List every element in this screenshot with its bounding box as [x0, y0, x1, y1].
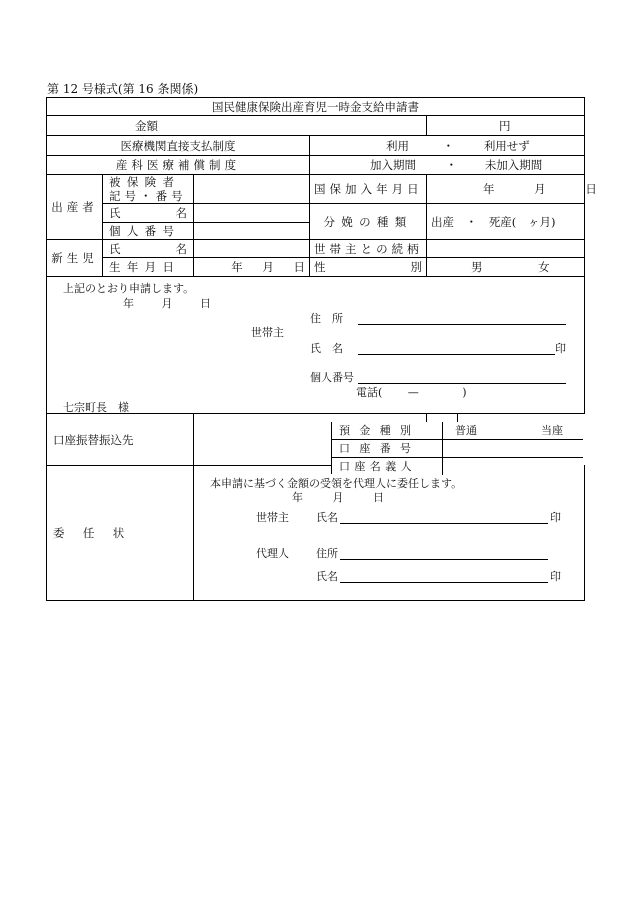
- insured-number-label: [103, 175, 194, 204]
- relation-label: 世帯主との続柄: [310, 240, 427, 258]
- join-date-input[interactable]: 年 月 日: [427, 175, 585, 204]
- householder-label: 世帯主: [251, 326, 284, 339]
- option-joined[interactable]: 加入期間: [370, 158, 416, 172]
- deposit-current[interactable]: 当座: [541, 424, 563, 437]
- newborn-dob-label: 生年月日: [103, 258, 194, 277]
- proxy-name-label: 氏名: [316, 511, 338, 524]
- proxy-agent-label: 代理人: [256, 547, 289, 560]
- agent-address-line[interactable]: [340, 559, 548, 560]
- option-no-use[interactable]: 利用せず: [483, 138, 530, 153]
- proxy-label: 委任状: [47, 466, 194, 601]
- mother-personal-no-input[interactable]: [194, 223, 310, 240]
- relation-input[interactable]: [427, 240, 585, 258]
- mother-name-label: 氏 名: [103, 204, 194, 223]
- mother-name-row: [47, 204, 585, 223]
- personal-no-label: 個人番号: [310, 371, 354, 384]
- obstetric-options[interactable]: 加入期間 ・ 未加入期間: [310, 156, 585, 175]
- seal-mark: 印: [555, 342, 566, 355]
- yen-unit: 円: [499, 118, 511, 133]
- deposit-type-label: 預金種別: [339, 424, 421, 437]
- sex-female[interactable]: 女: [538, 260, 550, 274]
- sex-male[interactable]: 男: [471, 260, 483, 274]
- proxy-row: [47, 466, 585, 601]
- newborn-dob-row: [47, 258, 585, 277]
- account-number-label: 口座番号: [339, 442, 421, 455]
- proxy-seal: 印: [550, 511, 561, 524]
- account-holder-label: 口座名義人: [339, 460, 416, 473]
- sex-label: 性 別: [310, 258, 427, 277]
- agent-name-label: 氏名: [316, 570, 338, 583]
- newborn-dob-input[interactable]: 年 月 日: [194, 258, 310, 277]
- proxy-date[interactable]: 年 月 日: [292, 491, 384, 504]
- mother-name-input[interactable]: [194, 204, 310, 223]
- bank-label: 口座振替振込先: [47, 414, 194, 466]
- name-line[interactable]: [358, 354, 555, 355]
- newborn-name-row: [47, 240, 585, 258]
- agent-address-label: 住所: [316, 547, 338, 560]
- insured-label-line1: 被保険者: [109, 175, 181, 189]
- obstetric-row: [47, 156, 585, 175]
- delivery-type-options[interactable]: 出産 ・ 死産( ヶ月): [427, 204, 585, 240]
- account-holder-input[interactable]: [443, 458, 583, 474]
- newborn-name-input[interactable]: [194, 240, 310, 258]
- amount-label: 金額: [47, 116, 427, 136]
- obstetric-label: 産科医療補償制度: [47, 156, 310, 175]
- name-label: 氏 名: [310, 342, 343, 355]
- address-label: 住 所: [310, 312, 343, 325]
- application-statement: 上記のとおり申請します。: [63, 282, 195, 295]
- mother-personal-no-label: 個人番号: [103, 223, 194, 240]
- option-not-joined[interactable]: 未加入期間: [484, 158, 543, 172]
- option-use[interactable]: 利用: [386, 138, 409, 153]
- proxy-statement: 本申請に基づく金額の受領を代理人に委任します。: [210, 477, 463, 490]
- agent-name-line[interactable]: [340, 582, 548, 583]
- newborn-name-label: 氏 名: [103, 240, 194, 258]
- delivery-type-label: 分娩の種類: [310, 204, 427, 240]
- amount-row: [47, 116, 585, 136]
- personal-no-line[interactable]: [358, 383, 566, 384]
- proxy-name-line[interactable]: [340, 523, 548, 524]
- form-title: 国民健康保険出産育児一時金支給申請書: [47, 98, 585, 116]
- application-date[interactable]: 年 月 日: [123, 297, 211, 310]
- newborn-group-label: 新生児: [47, 240, 103, 277]
- delivery-stillbirth[interactable]: 死産(: [488, 214, 517, 229]
- join-date-label: 国保加入年月日: [310, 175, 427, 204]
- proxy-householder: 世帯主: [256, 511, 289, 524]
- sex-options[interactable]: [427, 258, 585, 277]
- delivery-birth[interactable]: 出産: [431, 214, 454, 229]
- insured-label-line2: 記号・番号: [109, 189, 187, 203]
- application-block: [47, 277, 585, 414]
- title-row: [47, 98, 585, 116]
- amount-unit[interactable]: [427, 116, 585, 136]
- address-line[interactable]: [358, 324, 566, 325]
- mother-insured-row: [47, 175, 585, 204]
- deposit-ordinary[interactable]: 普通: [455, 424, 477, 437]
- mother-group-label: 出産者: [47, 175, 103, 240]
- addressee: 七宗町長 様: [63, 401, 129, 414]
- direct-payment-options[interactable]: 利用 ・ 利用せず: [310, 136, 585, 156]
- phone-field[interactable]: 電話( — ): [356, 386, 467, 399]
- account-number-input[interactable]: [443, 440, 583, 456]
- agent-seal: 印: [550, 570, 561, 583]
- application-row: [47, 277, 585, 414]
- application-form: [46, 97, 597, 601]
- direct-payment-row: [47, 136, 585, 156]
- insured-number-input[interactable]: [194, 175, 310, 204]
- form-number: 第 12 号様式(第 16 条関係): [47, 82, 199, 96]
- direct-payment-label: 医療機関直接支払制度: [47, 136, 310, 156]
- proxy-block: [194, 466, 585, 601]
- bank-detail-grid: [331, 422, 584, 475]
